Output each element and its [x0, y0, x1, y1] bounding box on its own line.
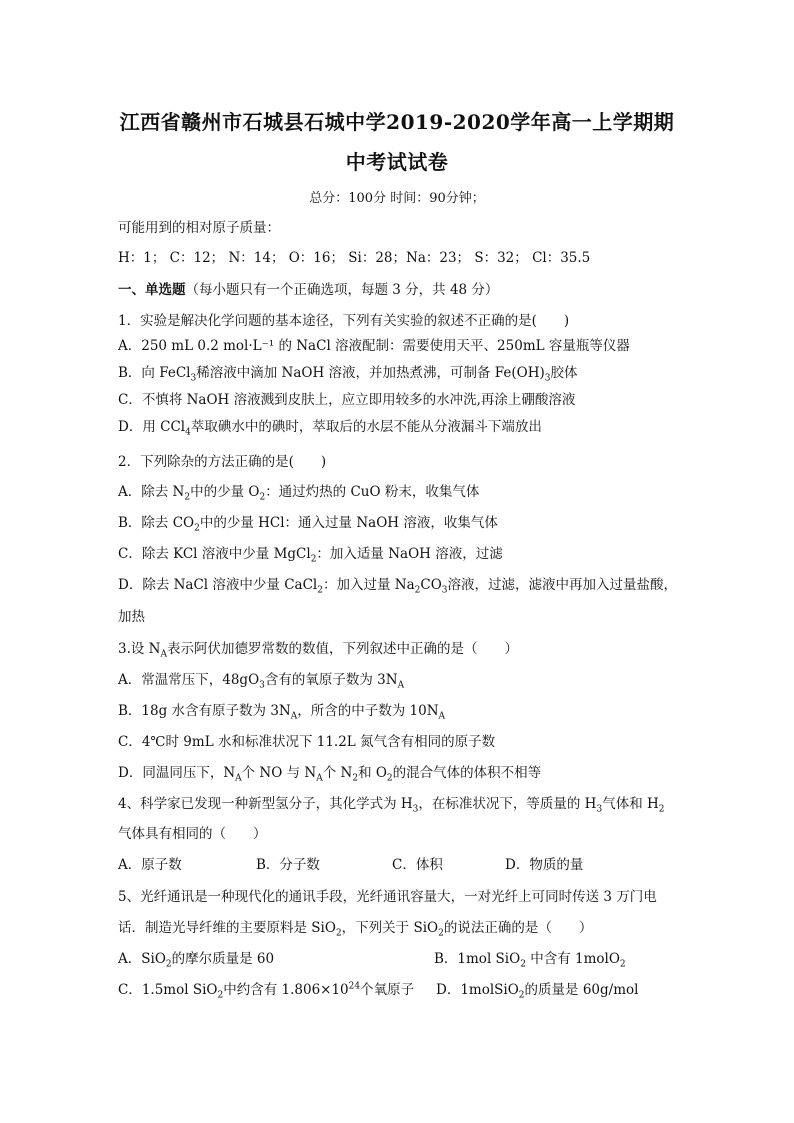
- q3-stem-pre: 3.设 N: [118, 641, 161, 657]
- q2-stem: 2．下列除杂的方法正确的是( ): [118, 454, 327, 470]
- q4-stem-sub2: 3: [596, 804, 603, 815]
- q2-d-sub3: 3: [441, 585, 448, 596]
- q2-a-sub: 2: [184, 492, 191, 503]
- q4-option-a: A．原子数: [118, 857, 182, 873]
- q5-d-pre: D．1molSiO: [436, 982, 519, 998]
- q3-a-pre: A．常温常压下，48gO: [118, 672, 260, 688]
- q2-d-sub: 2: [317, 585, 323, 596]
- q1-b-pre: B．向 FeCl: [118, 365, 191, 381]
- q5-c-sup: 24: [348, 981, 361, 992]
- q2-d-mid2: CO: [420, 577, 442, 593]
- atomic-mass-heading: 可能用到的相对原子质量：: [118, 220, 280, 236]
- q5-stem2-mid: ，下列关于 SiO: [341, 920, 439, 936]
- q2-c-post: ：加入适量 NaOH 溶液，过滤: [316, 546, 503, 562]
- q5-stem2-pre: 话．制造光导纤维的主要原料是 SiO: [118, 920, 336, 936]
- q3-d-mid2: 个 N: [322, 765, 353, 781]
- q2-option-b: [118, 514, 498, 532]
- exam-info: 总分：100分 时间：90分钟；: [309, 191, 485, 206]
- q5-option-c: [118, 981, 414, 999]
- q2-d-post: 溶液，过滤，滤液中再加入过量盐酸，: [447, 577, 677, 593]
- q3-option-c: C．4℃时 9mL 水和标准状况下 11.2L 氮气含有相同的原子数: [118, 734, 496, 750]
- q4-stem-sub3: 2: [658, 804, 665, 815]
- exam-title-line2: 中考试试卷: [345, 150, 449, 174]
- q1-option-c: C．不慎将 NaOH 溶液溅到皮肤上，应立即用较多的水冲洗,再涂上硼酸溶液: [118, 392, 576, 408]
- q5-stem2-sub: 2: [335, 928, 342, 939]
- q2-a-sub2: 2: [259, 492, 266, 503]
- q3-b-mid: ，所含的中子数为 10N: [297, 703, 439, 719]
- q3-d-sub: A: [235, 773, 242, 784]
- q5-a-sub: 2: [165, 959, 172, 970]
- q2-d-mid: ：加入过量 Na: [322, 577, 415, 593]
- section-note: （每小题只有一个正确选项，每题 3 分，共 48 分）: [185, 282, 499, 298]
- q5-stem2-sub2: 2: [438, 928, 444, 939]
- q3-d-mid3: 和 O: [358, 765, 387, 781]
- q5-b-pre: B．1mol SiO: [434, 951, 521, 967]
- q5-stem-line2: [118, 919, 592, 937]
- q3-a-mid: 含有的氧原子数为 3N: [264, 672, 398, 688]
- q3-d-sub2: A: [316, 773, 323, 784]
- q3-d-mid: 个 NO 与 N: [241, 765, 317, 781]
- q1-d-sub: 4: [185, 427, 191, 438]
- q5-c-sub: 2: [217, 990, 224, 1001]
- q2-option-d: [118, 576, 677, 594]
- q3-option-b: [118, 702, 445, 720]
- q1-b-sub2: 3: [544, 373, 551, 384]
- q4-stem-mid: ，在标准状况下，等质量的 H: [418, 796, 597, 812]
- q2-option-c: [118, 545, 503, 563]
- q5-stem-line1: 5、光纤通讯是一种现代化的通讯手段，光纤通讯容量大，一对光纤上可同时传送 3 万门电: [118, 889, 657, 905]
- q3-stem: [118, 640, 518, 658]
- q4-stem-continued: 气体具有相同的（ ）: [118, 826, 267, 842]
- q3-stem-post: 表示阿伏加德罗常数的数值，下列叙述中正确的是（ ）: [166, 641, 518, 657]
- q4-stem-mid2: 气体和 H: [602, 796, 659, 812]
- q1-b-post: 胶体: [550, 365, 578, 381]
- q5-option-a: [118, 950, 274, 968]
- q5-d-post: 的质量是 60g/mol: [524, 982, 639, 998]
- q3-d-sub3: 2: [352, 773, 359, 784]
- q5-a-pre: A．SiO: [118, 951, 166, 967]
- q1-option-b: [118, 364, 578, 382]
- q5-option-b: [434, 950, 626, 968]
- atomic-mass-values: H：1； C：12； N：14； O：16； Si：28；Na：23； S：32； Cl：35.5: [118, 250, 591, 266]
- q5-b-mid: 中含有 1molO: [525, 951, 620, 967]
- q2-option-d-continued: 加热: [118, 609, 145, 625]
- q5-b-sub: 2: [520, 959, 526, 970]
- q2-b-post: 中的少量 HCl：通入过量 NaOH 溶液，收集气体: [199, 515, 498, 531]
- q2-option-a: [118, 483, 479, 501]
- q3-b-sub2: A: [438, 711, 446, 722]
- exam-title-line1: 江西省赣州市石城县石城中学2019-2020学年高一上学期期: [119, 110, 675, 134]
- q1-option-a: A．250 mL 0.2 mol·L⁻¹ 的 NaCl 溶液配制：需要使用天平、250mL 容量瓶等仪器: [118, 338, 630, 354]
- q5-d-sub: 2: [518, 990, 525, 1001]
- q1-option-d: [118, 418, 542, 436]
- q1-b-mid: 稀溶液中滴加 NaOH 溶液，并加热煮沸，可制备 Fe(OH): [196, 365, 545, 381]
- q3-a-sub2: A: [397, 680, 405, 691]
- q5-option-d: [436, 981, 638, 999]
- q1-b-sub: 3: [190, 373, 197, 384]
- q2-c-sub: 2: [310, 554, 317, 565]
- q5-a-post: 的摩尔质量是 60: [171, 951, 275, 967]
- q3-d-post: 的混合气体的体积不相等: [392, 765, 542, 781]
- q3-d-pre: D．同温同压下，N: [118, 765, 236, 781]
- q3-d-sub4: 2: [386, 773, 393, 784]
- q4-stem: [118, 795, 665, 813]
- q1-d-pre: D．用 CCl: [118, 419, 186, 435]
- q5-stem2-post: 的说法正确的是（ ）: [443, 920, 593, 936]
- q2-d-sub2: 2: [414, 585, 421, 596]
- q3-b-pre: B．18g 水含有原子数为 3N: [118, 703, 291, 719]
- q2-c-pre: C．除去 KCl 溶液中少量 MgCl: [118, 546, 311, 562]
- section-heading: [118, 281, 498, 299]
- q2-b-sub: 2: [194, 523, 200, 534]
- q4-option-c: C．体积: [392, 857, 443, 873]
- q5-c-post: 个氧原子: [360, 982, 415, 998]
- q3-stem-sub: A: [160, 649, 167, 660]
- q3-option-a: [118, 671, 404, 689]
- q2-a-pre: A．除去 N: [118, 484, 185, 500]
- q3-a-sub: 3: [259, 680, 265, 691]
- q2-b-pre: B．除去 CO: [118, 515, 195, 531]
- q2-a-post: ：通过灼热的 CuO 粉末，收集气体: [265, 484, 480, 500]
- q4-option-b: B．分子数: [256, 857, 320, 873]
- q1-d-post: 萃取碘水中的碘时，萃取后的水层不能从分液漏斗下端放出: [190, 419, 542, 435]
- q3-option-d: [118, 764, 541, 782]
- section-name: 一、单选题: [118, 282, 186, 298]
- q4-stem-sub: 3: [412, 804, 419, 815]
- q2-d-pre: D．除去 NaCl 溶液中少量 CaCl: [118, 577, 318, 593]
- q5-b-sub2: 2: [619, 959, 626, 970]
- q3-b-sub: A: [290, 711, 298, 722]
- q4-stem-pre: 4、科学家已发现一种新型氢分子，其化学式为 H: [118, 796, 413, 812]
- q1-stem: 1．实验是解决化学问题的基本途径，下列有关实验的叙述不正确的是( ): [118, 313, 570, 329]
- q5-c-mid: 中约含有 1.806×10: [223, 982, 349, 998]
- q5-c-pre: C．1.5mol SiO: [118, 982, 218, 998]
- q4-option-d: D．物质的量: [505, 857, 584, 873]
- q2-a-mid: 中的少量 O: [190, 484, 260, 500]
